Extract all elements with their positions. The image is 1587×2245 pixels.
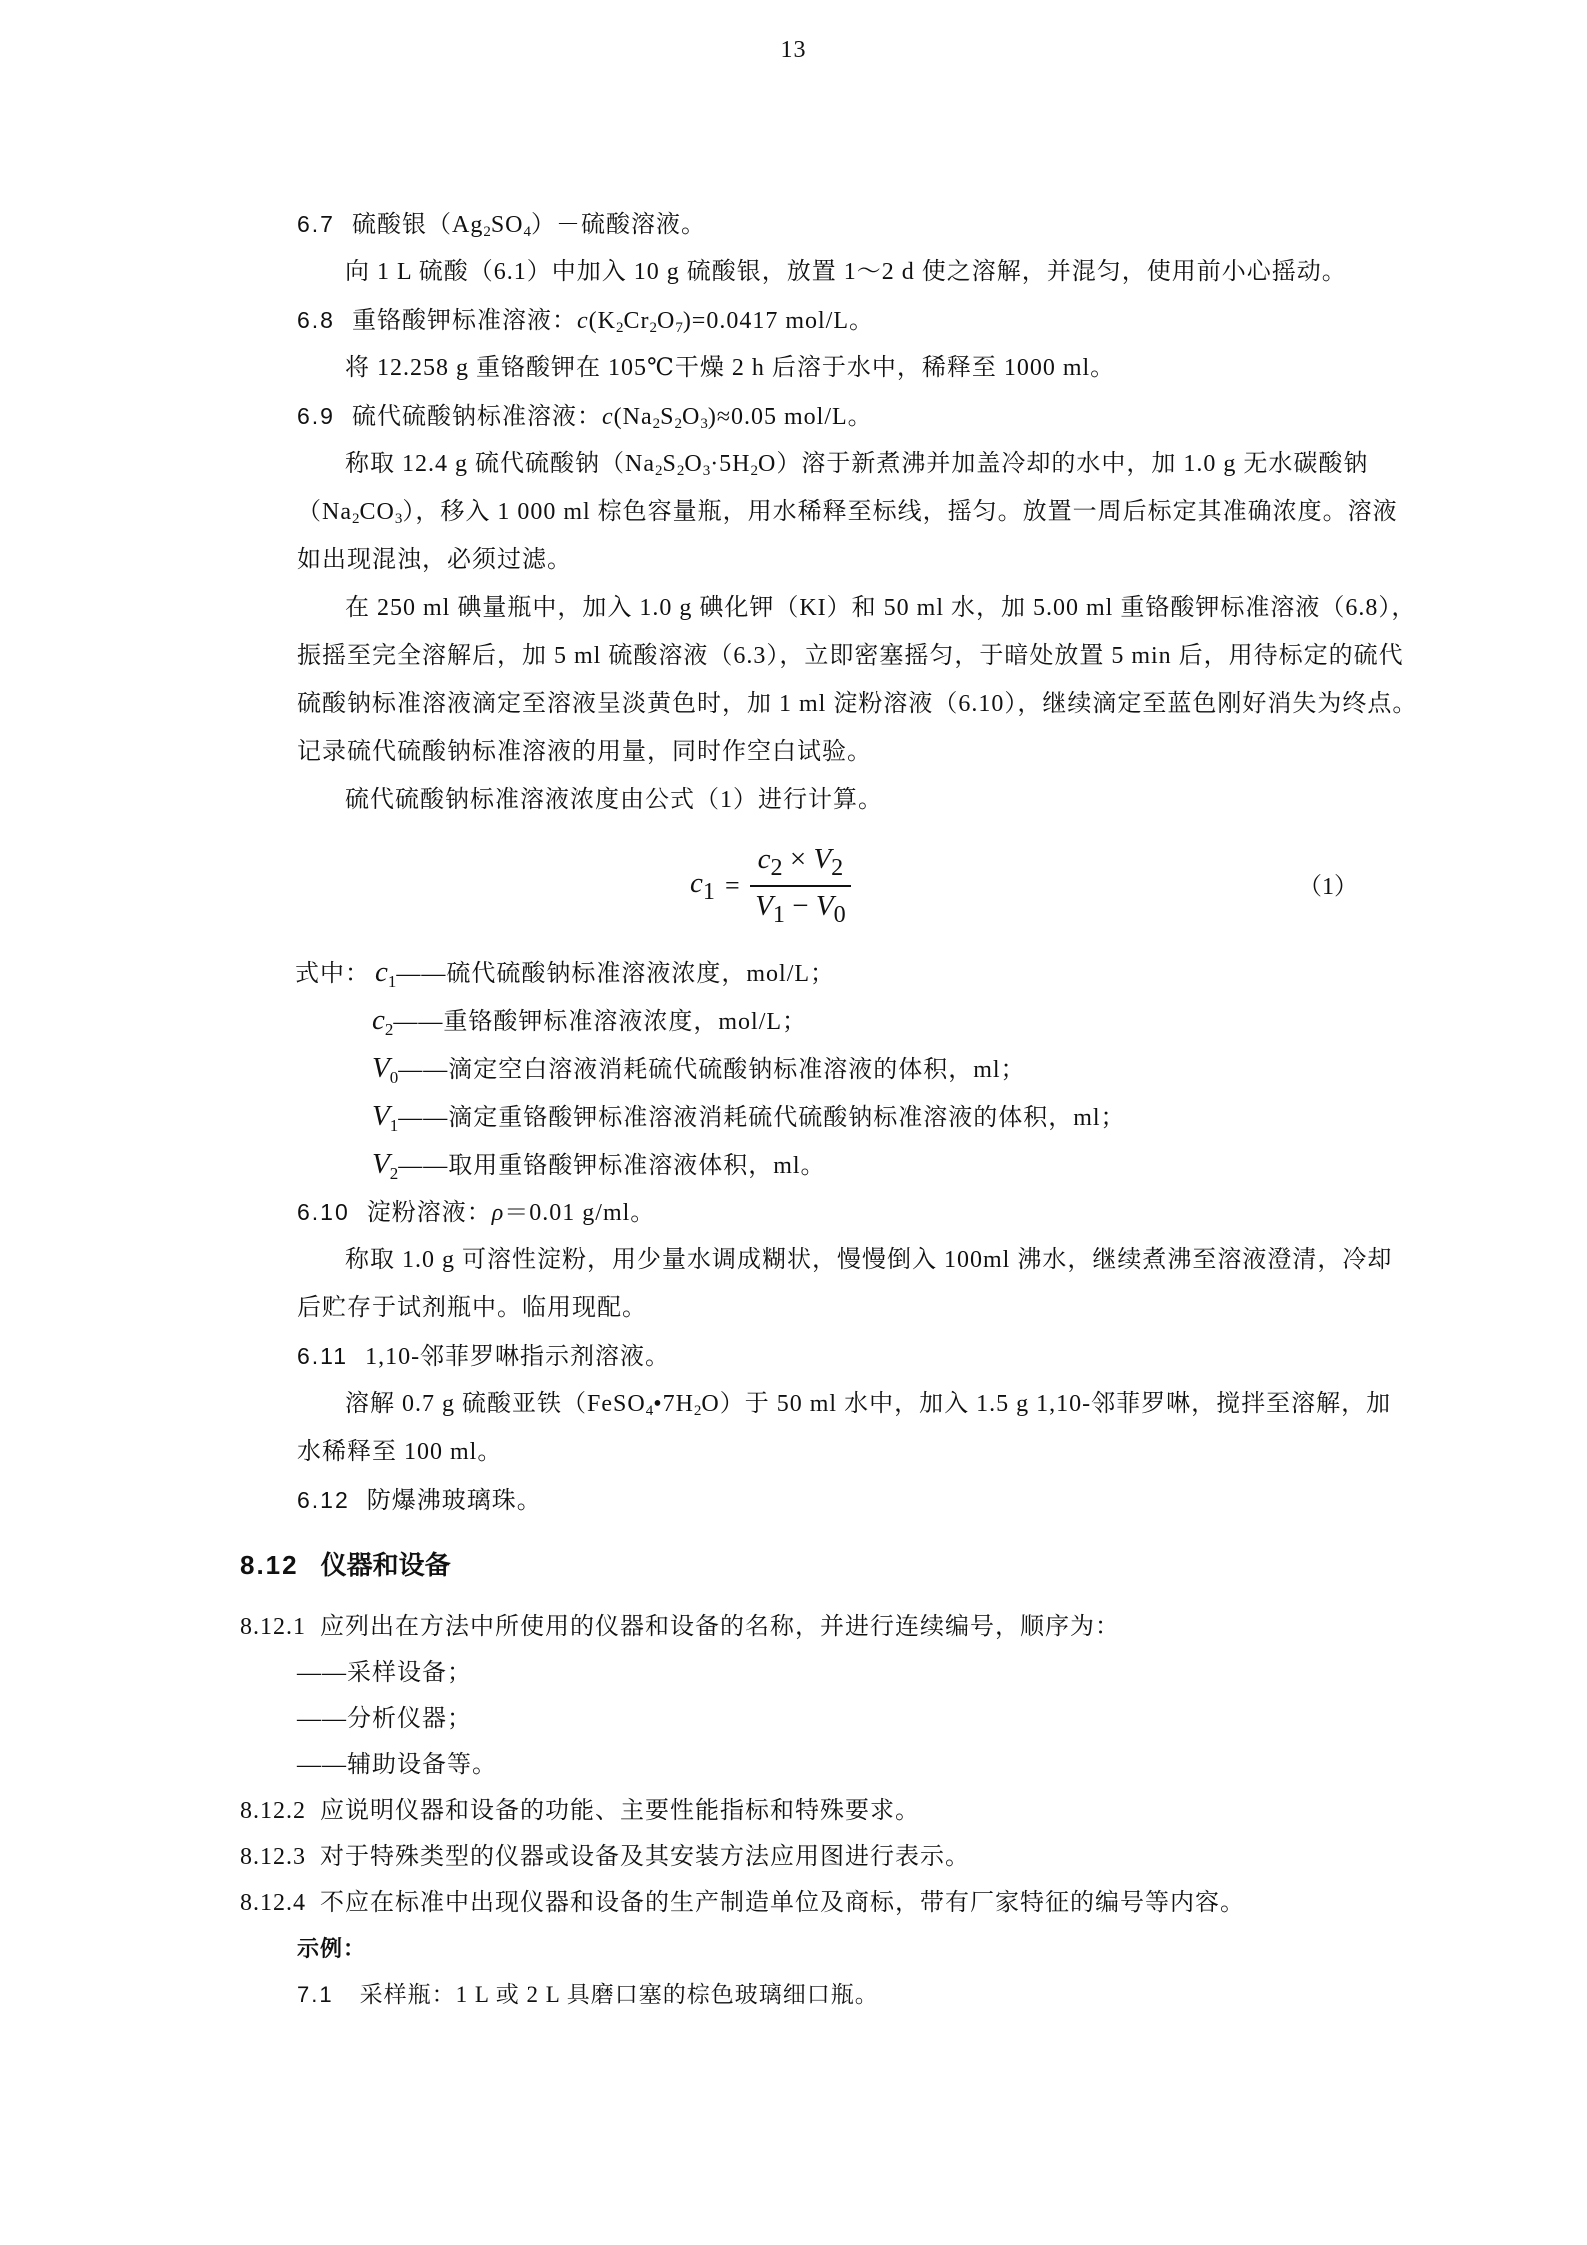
- dash-list-item-2: [297, 1696, 1587, 1742]
- dash-list-item-3: [297, 1742, 1587, 1788]
- clause-text: 采样瓶：1 L 或 2 L 具磨口塞的棕色玻璃细口瓶。: [359, 1982, 879, 2007]
- paragraph-line: [345, 248, 1587, 296]
- subclause-number: 8.12.1: [240, 1614, 306, 1640]
- clause-number: 7.1: [297, 1982, 334, 2007]
- clause-line-7.1: [297, 1972, 1587, 2018]
- paragraph-line: [297, 1284, 1587, 1332]
- paragraph-line: [297, 488, 1587, 536]
- paragraph-line: [345, 440, 1587, 488]
- subclause-text: 对于特殊类型的仪器或设备及其安装方法应用图进行表示。: [320, 1844, 970, 1870]
- clause-text: 1,10-邻菲罗啉指示剂溶液。: [365, 1344, 671, 1370]
- paragraph-line: [345, 1380, 1587, 1428]
- paragraph-text: 称取 1.0 g 可溶性淀粉，用少量水调成糊状，慢慢倒入 100ml 沸水，继续煮沸至溶液澄清，冷却: [345, 1247, 1393, 1273]
- example-label: [297, 1926, 1587, 1972]
- variable-description: ——重铬酸钾标准溶液浓度，mol/L；: [393, 1009, 808, 1035]
- fraction: [750, 843, 852, 929]
- variable-definition-c1: [295, 948, 1587, 996]
- dash-item-text: ——辅助设备等。: [297, 1752, 497, 1778]
- dash-list-item-1: [297, 1650, 1587, 1696]
- clause-line-6.9: [297, 392, 1587, 440]
- clause-text: 淀粉溶液：ρ＝0.01 g/ml。: [366, 1200, 656, 1226]
- variable-definition-V2: [372, 1140, 1587, 1188]
- equation-lhs: $c_1$: [690, 866, 715, 905]
- paragraph-text: 溶解 0.7 g 硫酸亚铁$(FeSO_4•7H_2O)$于 50 ml 水中，加入 1.5 g 1,10-邻菲罗啉，搅拌至溶解，加: [345, 1391, 1392, 1419]
- paragraph-text: 后贮存于试剂瓶中。临用现配。: [297, 1295, 647, 1321]
- paragraph-text: 振摇至完全溶解后，加 5 ml 硫酸溶液（6.3），立即密塞摇匀，于暗处放置 5 min 后，用待标定的硫代: [297, 643, 1404, 669]
- variable-symbol: $c_1$: [375, 956, 397, 991]
- paragraph-line: [297, 680, 1587, 728]
- section-heading-8.12: [240, 1540, 1587, 1590]
- equation-number: （1）: [1298, 874, 1358, 900]
- equals-sign: =: [724, 871, 740, 900]
- variable-symbol: $V_0$: [372, 1052, 399, 1087]
- paragraph-text: 硫代硫酸钠标准溶液浓度由公式（1）进行计算。: [345, 787, 883, 813]
- paragraph-text: 称取 12.4 g 硫代硫酸钠$(Na_2S_2O_3\cdot 5H_2O)$溶于新煮沸并加盖冷却的水中，加 1.0 g 无水碳酸钠: [345, 451, 1369, 479]
- paragraph-text: 硫酸钠标准溶液滴定至溶液呈淡黄色时，加 1 ml 淀粉溶液（6.10），继续滴定至蓝色刚好消失为终点。: [297, 691, 1418, 717]
- variable-description: ——滴定重铬酸钾标准溶液消耗硫代硫酸钠标准溶液的体积，ml；: [398, 1105, 1126, 1131]
- clause-text: 重铬酸钾标准溶液：$c(K_2Cr_2O_7)=0.0417$ mol/L。: [351, 308, 875, 336]
- clause-line-6.12: [297, 1476, 1587, 1524]
- clause-number: 6.10: [297, 1199, 350, 1225]
- dash-item-text: ——采样设备；: [297, 1660, 472, 1686]
- subclause-text: 不应在标准中出现仪器和设备的生产制造单位及商标，带有厂家特征的编号等内容。: [320, 1890, 1245, 1916]
- clause-line-6.7: [297, 200, 1587, 248]
- paragraph-line: [345, 776, 1587, 824]
- subclause-line-8.12.2: [240, 1788, 1587, 1834]
- subclause-text: 应列出在方法中所使用的仪器和设备的名称，并进行连续编号，顺序为：: [320, 1614, 1120, 1640]
- subclause-number: 8.12.4: [240, 1890, 306, 1916]
- subclause-text: 应说明仪器和设备的功能、主要性能指标和特殊要求。: [320, 1798, 920, 1824]
- subclause-line-8.12.4: [240, 1880, 1587, 1926]
- paragraph-text: 如出现混浊，必须过滤。: [297, 547, 572, 573]
- paragraph-line: [297, 536, 1587, 584]
- section-title: 仪器和设备: [320, 1550, 451, 1580]
- variable-description: ——取用重铬酸钾标准溶液体积，ml。: [398, 1153, 826, 1179]
- paragraph-line: [297, 728, 1587, 776]
- subclause-number: 8.12.2: [240, 1798, 306, 1824]
- variable-definition-c2: [372, 996, 1587, 1044]
- paragraph-line: [297, 632, 1587, 680]
- variable-description: ——硫代硫酸钠标准溶液浓度，mol/L；: [396, 961, 836, 987]
- variable-description: ——滴定空白溶液消耗硫代硫酸钠标准溶液的体积，ml；: [398, 1057, 1026, 1083]
- paragraph-text: 水稀释至 100 ml。: [297, 1439, 503, 1465]
- clause-text: 硫酸银$(Ag_2SO_4)-$硫酸溶液。: [351, 212, 707, 240]
- clause-text: 硫代硫酸钠标准溶液：$c(Na_2S_2O_3)\approx 0.05$ mol/L。: [351, 404, 873, 432]
- clause-line-6.11: [297, 1332, 1587, 1380]
- subclause-number: 8.12.3: [240, 1844, 306, 1870]
- paragraph-line: [345, 584, 1587, 632]
- fraction-numerator: $c_2 \times V_2$: [750, 843, 852, 887]
- subclause-line-8.12.1: [240, 1604, 1587, 1650]
- paragraph-text: 将 12.258 g 重铬酸钾在 105℃干燥 2 h 后溶于水中，稀释至 1000 ml。: [345, 355, 1116, 381]
- section-number: 8.12: [240, 1550, 299, 1580]
- clause-number: 6.9: [297, 403, 335, 429]
- subclause-line-8.12.3: [240, 1834, 1587, 1880]
- paragraph-text: 记录硫代硫酸钠标准溶液的用量，同时作空白试验。: [297, 739, 872, 765]
- clause-number: 6.12: [297, 1487, 350, 1513]
- paragraph-text: $(Na_2CO_3)$，移入 1 000 ml 棕色容量瓶，用水稀释至标线，摇匀。放置一周后标定其准确浓度。溶液: [297, 499, 1398, 527]
- clause-line-6.8: [297, 296, 1587, 344]
- paragraph-line: [345, 1236, 1587, 1284]
- clause-number: 6.8: [297, 307, 335, 333]
- example-label-text: 示例：: [297, 1936, 367, 1961]
- fraction-denominator: $V_1 - V_0$: [755, 890, 846, 928]
- clause-number: 6.11: [297, 1343, 349, 1369]
- variable-definition-V0: [372, 1044, 1587, 1092]
- page-number: 13: [780, 37, 807, 63]
- clause-line-6.10: [297, 1188, 1587, 1236]
- variable-symbol: $V_1$: [372, 1100, 399, 1135]
- variable-definition-V1: [372, 1092, 1587, 1140]
- equation-body: [690, 843, 851, 929]
- paragraph-text: 在 250 ml 碘量瓶中，加入 1.0 g 碘化钾（KI）和 50 ml 水，加 5.00 ml 重铬酸钾标准溶液（6.8），: [345, 595, 1417, 621]
- variable-symbol: $c_2$: [372, 1004, 394, 1039]
- paragraph-text: 向 1 L 硫酸（6.1）中加入 10 g 硫酸银，放置 1～2 d 使之溶解，并混匀，使用前小心摇动。: [345, 259, 1347, 285]
- dash-item-text: ——分析仪器；: [297, 1706, 472, 1732]
- equation-1: [0, 824, 1587, 948]
- variable-symbol: $V_2$: [372, 1148, 399, 1183]
- clause-number: 6.7: [297, 211, 335, 237]
- where-label: 式中：: [295, 961, 370, 987]
- paragraph-line: [297, 1428, 1587, 1476]
- paragraph-line: [345, 344, 1587, 392]
- clause-text: 防爆沸玻璃珠。: [366, 1488, 542, 1514]
